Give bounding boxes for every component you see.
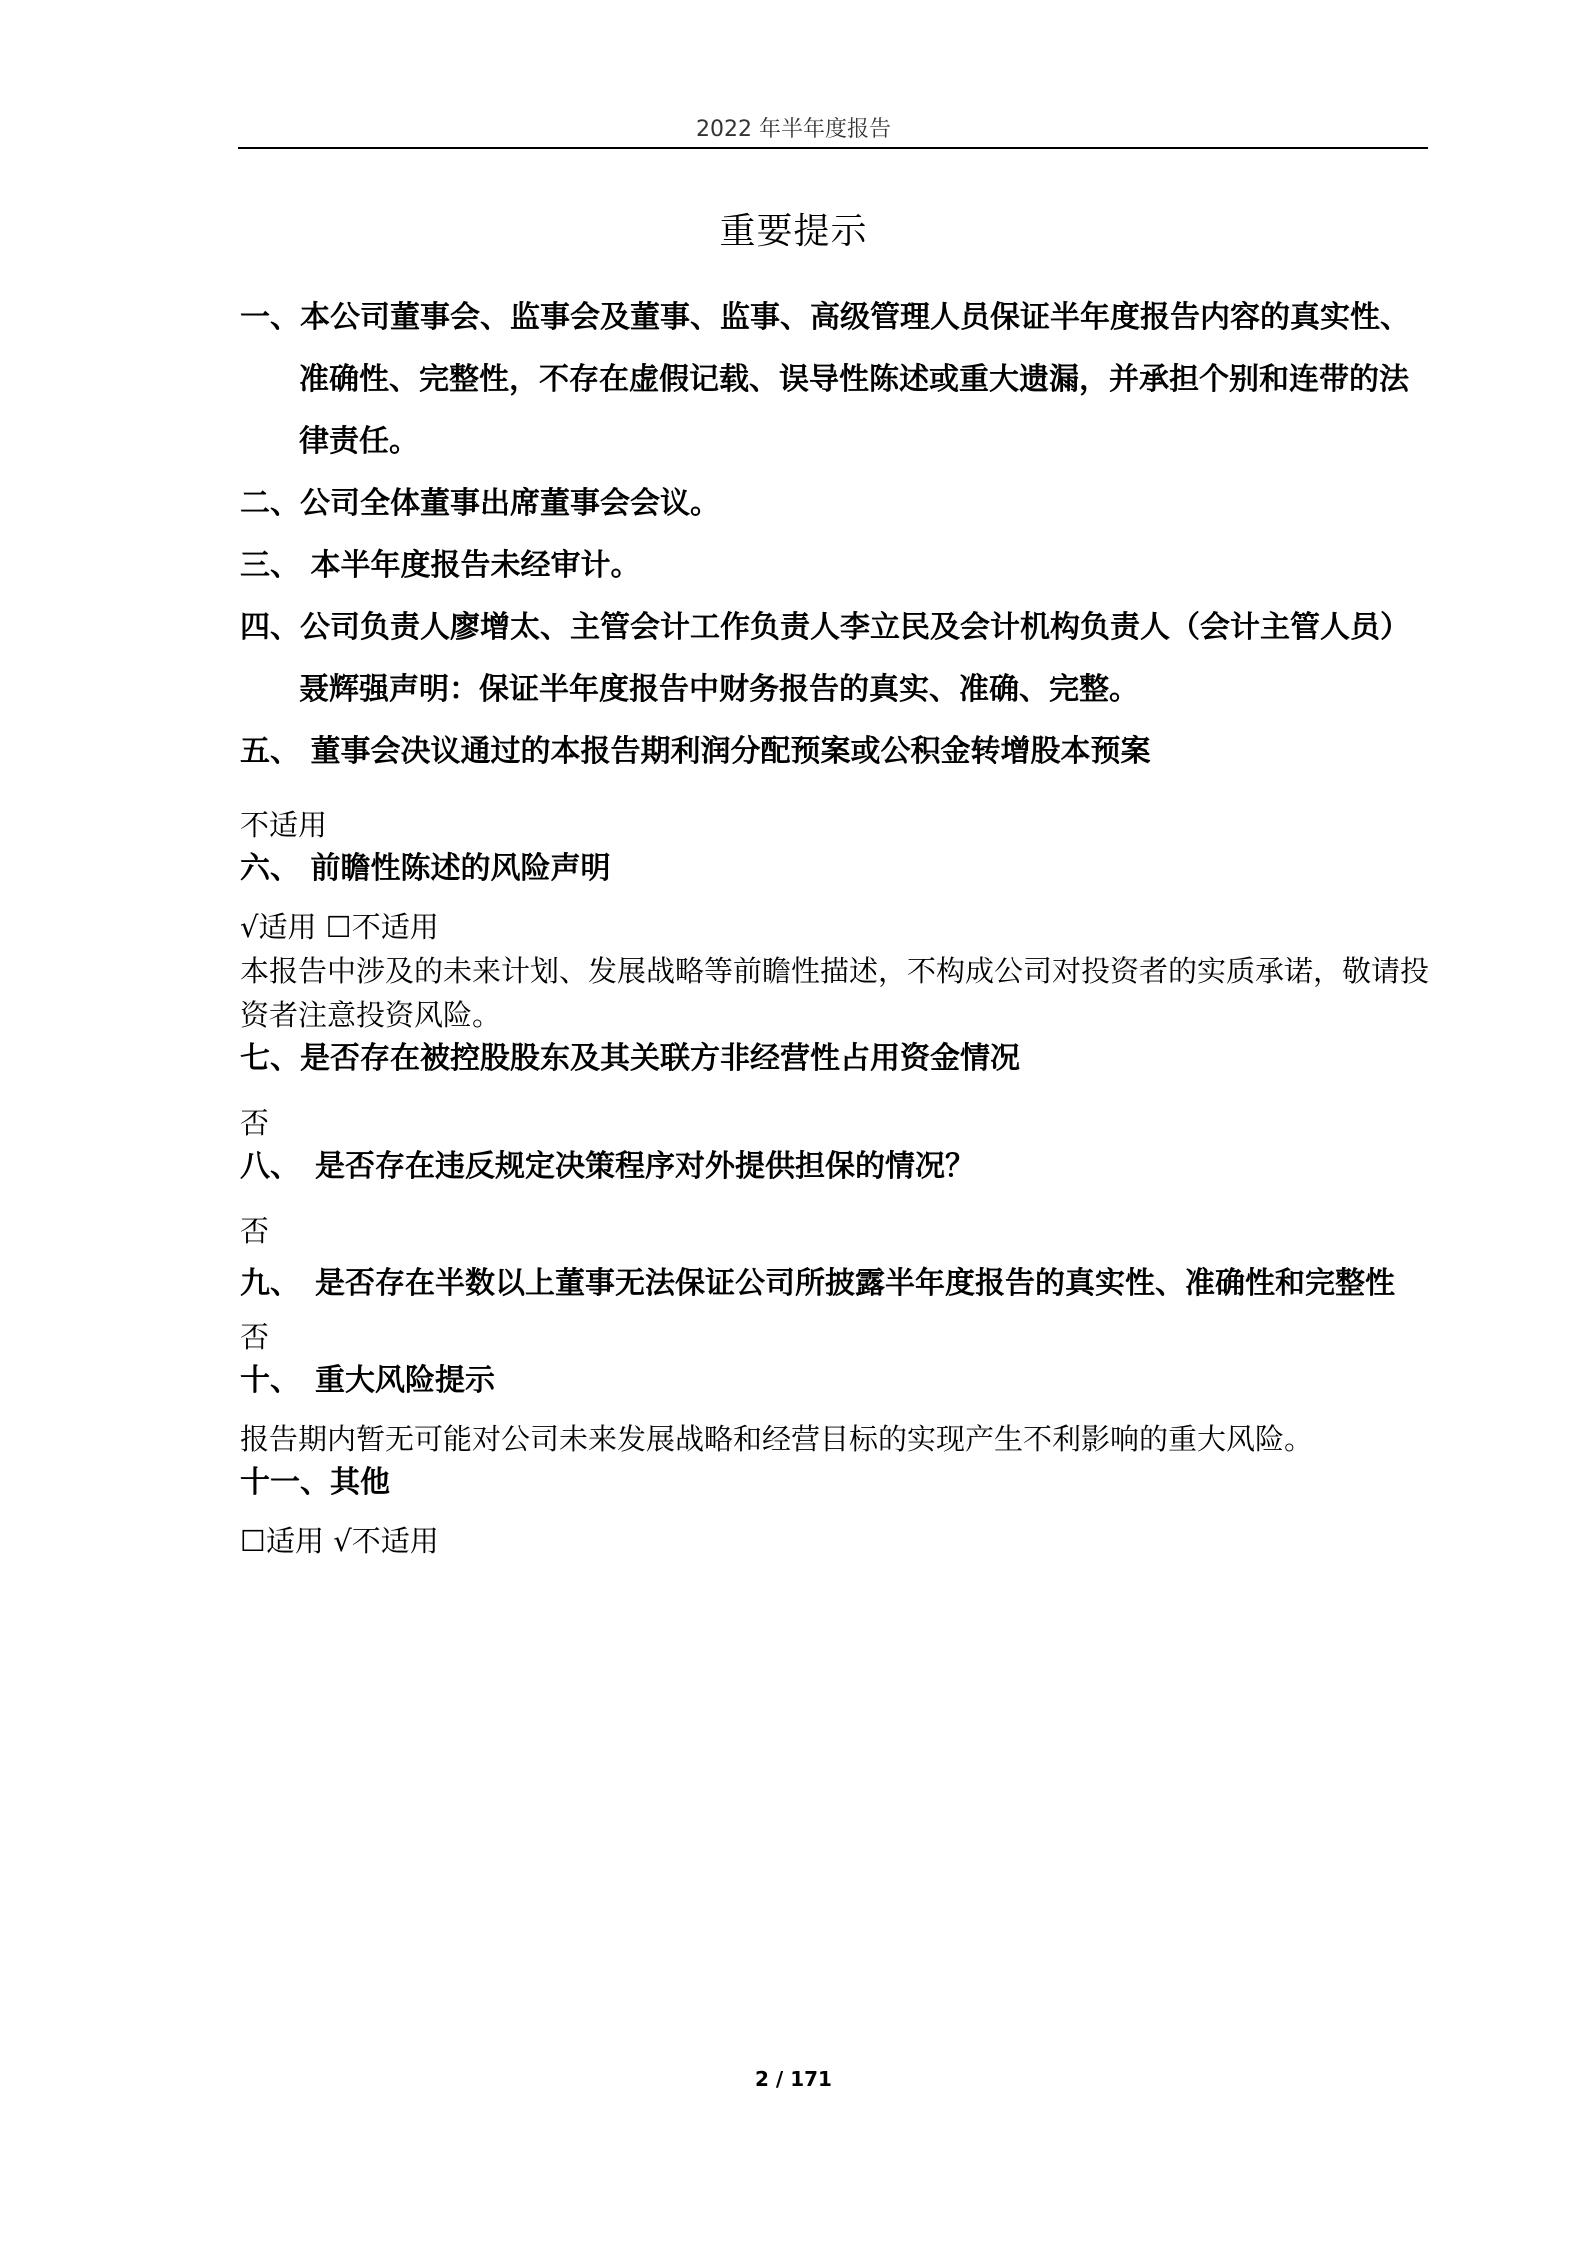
item-eight: 八、 是否存在违反规定决策程序对外提供担保的情况？ <box>240 1149 975 1184</box>
notice-body <box>240 287 1430 1563</box>
item-eleven: 十一、其他 <box>240 1465 390 1500</box>
item-eleven-options: ☐适用 √不适用 <box>240 1524 439 1558</box>
item-four: 四、公司负责人廖增太、主管会计工作负责人李立民及会计机构负责人（会计主管人员）聂辉强声明：保证半年度报告中财务报告的真实、准确、完整。 <box>240 610 1410 707</box>
item-five: 五、 董事会决议通过的本报告期利润分配预案或公积金转增股本预案 <box>240 734 1151 769</box>
page-number: 2 / 171 <box>755 2067 832 2091</box>
page-title: 重要提示 <box>719 211 868 252</box>
item-one: 一、本公司董事会、监事会及董事、监事、高级管理人员保证半年度报告内容的真实性、准确性、完整性，不存在虚假记载、误导性陈述或重大遗漏，并承担个别和连带的法律责任。 <box>240 300 1410 459</box>
running-header: 2022 年半年度报告 <box>696 117 891 142</box>
item-seven: 七、是否存在被控股股东及其关联方非经营性占用资金情况 <box>240 1041 1020 1076</box>
item-five-answer: 不适用 <box>240 808 328 842</box>
item-six-options: √适用 ☐不适用 <box>240 910 439 944</box>
item-ten: 十、 重大风险提示 <box>240 1363 495 1398</box>
item-three: 三、 本半年度报告未经审计。 <box>240 548 641 583</box>
item-six: 六、 前瞻性陈述的风险声明 <box>240 851 611 886</box>
item-two: 二、公司全体董事出席董事会会议。 <box>240 486 720 521</box>
item-nine-answer: 否 <box>240 1320 270 1354</box>
item-ten-text: 报告期内暂无可能对公司未来发展战略和经营目标的实现产生不利影响的重大风险。 <box>240 1422 1314 1456</box>
item-six-text: 本报告中涉及的未来计划、发展战略等前瞻性描述，不构成公司对投资者的实质承诺，敬请投资者注意投资风险。 <box>240 954 1430 1032</box>
item-eight-answer: 否 <box>240 1214 270 1248</box>
header-divider <box>238 147 1428 149</box>
item-nine: 九、 是否存在半数以上董事无法保证公司所披露半年度报告的真实性、准确性和完整性 <box>240 1266 1395 1301</box>
item-seven-answer: 否 <box>240 1106 270 1140</box>
